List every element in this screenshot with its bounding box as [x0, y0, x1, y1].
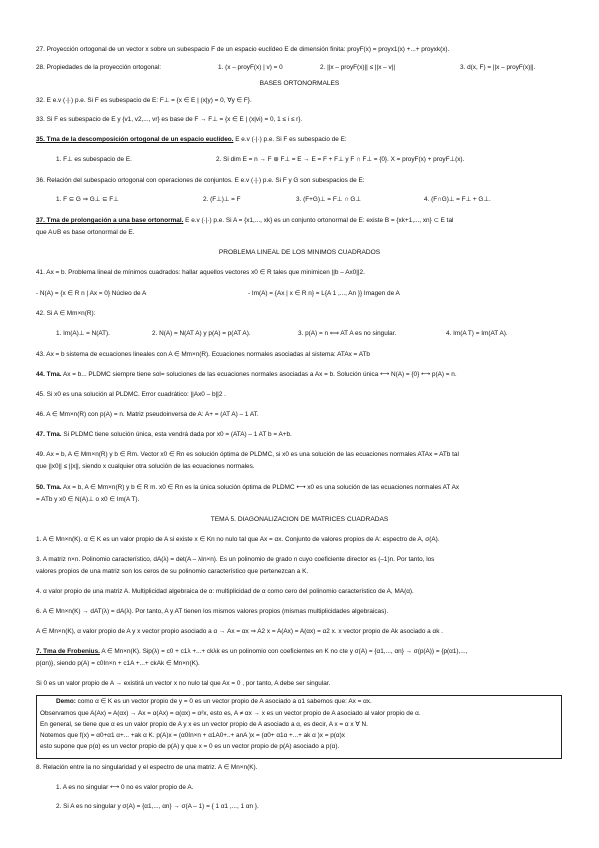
item-44-text: Ax = b... PLDMC siempre tiene sol= soluciones de las ecuaciones normales asociadas a Ax = b. Solución única ⟷ N(A) = {0} ⟷ p(A) = n. [61, 371, 457, 378]
tema5-item-1: 1. A ∈ Mn×n(K). α ∈ K es un valor propio de A si existe x ∈ Kn no nulo tal que Ax = αx. Conjunto de valores propios de A: espectro de A, σ(A). [36, 536, 440, 543]
item-49: 49. Ax = b, A ∈ Mm×n(R) y b ∈ Rm. Vector x0 ∈ Rn es solución óptima de PLDMC, si x0 es una solución de las ecuaciones normales ATAx = ATb tal [36, 451, 459, 458]
item-37-title: 37. Tma de prolongación a una base ortonormal. [36, 217, 184, 224]
demo-line-3: En general, se tiene que α es un valor propio de A y x es un vector propio de A asociado a α, es decir, A x = α x ∀ N. [40, 721, 368, 728]
item-49-cont: que ||x0|| ≤ ||x||, siendo x cualquier otra solución de las ecuaciones normales. [36, 463, 255, 470]
tema5-item-8: 8. Relación entre la no singularidad y el espectro de una matriz. A ∈ Mn×n(K). [36, 764, 258, 771]
demo-title: Demo: [56, 698, 76, 705]
item-36-3: 3. (F+G)⊥ = F⊥ ∩ G⊥ [296, 196, 361, 203]
item-47-title: 47. Tma. [36, 431, 62, 438]
item-47-text: Si PLDMC tiene solución única, esta vendrá dada por x0 = (ATA) – 1 AT b = A+b. [61, 431, 292, 438]
item-35-text: E e.v (·|·) p.e. Si F es subespacio de E: [233, 136, 347, 143]
item-28-prop-1: 1. (x – proyF(x) | v) = 0 [218, 64, 283, 71]
item-46: 46. A ∈ Mm×n(R) con p(A) = n. Matriz pseudoinversa de A: A+ = (AT A) – 1 AT. [36, 411, 259, 418]
demo-line-4: Notemos que f(x) = α0+α1 α+... +ak α K. p(A)x = (α0In×n + α1A0+..+ anA )x = (α0+ α1α +...+ ak α )x = p(α)x [40, 732, 345, 739]
heading-tema-5: TEMA 5. DIAGONALIZACION DE MATRICES CUADRADAS [210, 516, 389, 523]
item-36-2: 2. (F⊥)⊥ = F [203, 196, 241, 203]
tema5-item-3-cont: valores propios de una matriz son los ceros de su polinomio característico que pertenezcan a K. [36, 568, 309, 575]
tema5-item-7-cont: p(αn)}, siendo p(A) = c0In×n + c1A +...+ ckAk ∈ Mn×n(K). [36, 660, 200, 667]
item-50 [36, 484, 459, 492]
tema5-item-8-1: 1. A es no singular ⟷ 0 no es valor propio de A. [56, 784, 194, 791]
item-42-4: 4. Im(A T) = Im(AT A). [446, 330, 508, 337]
tema5-item-6: 6. A ∈ Mn×n(K) → dAT(λ) = dA(λ). Por tanto, A y AT tienen los mismos valores propios (mismas multiplicidades algebraicas). [36, 608, 389, 615]
item-44 [36, 371, 457, 379]
demo-line-1-text: como α ∈ K es un vector propio de y = 0 es un vector propio de A asociado a α1 sabemos que: Ax = αx. [75, 698, 372, 705]
item-35-2: 2. Si dim E = n → F ⊕ F⊥ = E → E = F + F⊥ y F ∩ F⊥ = {0}. X = proyF(x) + proyF⊥(x). [216, 156, 465, 163]
item-35-1: 1. F⊥ es subespacio de E. [56, 156, 132, 163]
item-41: 41. Ax = b. Problema lineal de mínimos cuadrados: hallar aquellos vectores x0 ∈ R tales que minimicen ||b – Ax0||2. [36, 269, 365, 276]
item-28-prop-3: 3. d(x, F) = ||x – proyF(x)||. [460, 64, 536, 71]
item-47 [36, 431, 292, 439]
heading-bases-ortonormales: BASES ORTONORMALES [259, 80, 340, 87]
item-35-title: 35. Tma de la descomposición ortogonal de un espacio euclídeo. [36, 136, 234, 143]
item-41-nucleo: - N(A) = {x ∈ R n | Ax = 0} Núcleo de A [36, 290, 147, 297]
item-50-text: Ax = b, A ∈ Mm×n(R) y b ∈ R m. x0 ∈ Rn es la única solución óptima de PLDMC ⟷ x0 es una solución de las ecuaciones normales AT Ax [61, 484, 460, 491]
item-36-4: 4. (F∩G)⊥ = F⊥ + G⊥. [424, 196, 491, 203]
demo-line-2: Observamos que A(Ax) = A(αx) → Ax = α(Ax) = α(αx) = α²x, esto es, A ≠ αx → x es un vector propio de A asociado al valor propio de α. [40, 710, 421, 717]
item-42-1: 1. Im(A)⊥ = N(AT). [56, 330, 110, 337]
item-42-2: 2. N(A) = N(AT A) y p(A) = p(AT A). [152, 330, 251, 337]
item-37-text: E e.v (·|·) p.e. Si A = {x1,..., xk} es un conjunto ortonormal de E: existe B = {xk+1,..., xn} ⊂ E tal [183, 217, 454, 224]
tema5-singular-note: Si 0 es un valor propio de A → existirá un vector x no nulo tal que Ax = 0 , por tanto, A debe ser singular. [36, 680, 331, 687]
item-36: 36. Relación del subespacio ortogonal con operaciones de conjuntos. E e.v (·|·) p.e. Si F y G son subespacios de E: [36, 177, 365, 184]
item-32: 32. E e.v (·|·) p.e. Si F es subespacio de E: F⊥ = {x ∈ E | (x|y) = 0, ∀y ∈ F}. [36, 97, 252, 104]
item-50-cont: = ATb y x0 ∈ N(A)⊥ o x0 ∈ Im(A T). [36, 496, 140, 503]
tema5-item-3: 3. A matriz n×n. Polinomio característico, dA(λ) = det(A – λIn×n). Es un polinomio de grado n cuyo coeficiente director es (–1)n. Por tanto, los [36, 556, 435, 563]
item-42-3: 3. p(A) = n ⟺ AT A es no singular. [298, 330, 397, 337]
demo-line-1 [56, 698, 372, 706]
item-41-imagen: - Im(A) = {Ax | x ∈ R n} = L{A 1 ,..., An }} Imagen de A [248, 290, 400, 297]
item-33: 33. Si F es subespacio de E y {v1, v2,..., vr} es base de F → F⊥ = {x ∈ E | (x|vi) = 0, 1 ≤ i ≤ r}. [36, 116, 303, 123]
tema5-item-7 [36, 648, 467, 656]
item-37-cont: que A∪B es base ortonormal de E. [36, 229, 135, 236]
item-28-prop-2: 2. ||x – proyF(x)|| ≤ ||x – v|| [320, 64, 396, 71]
item-44-title: 44. Tma. [36, 371, 62, 378]
item-27: 27. Proyección ortogonal de un vector x sobre un subespacio F de un espacio euclídeo E de dimensión finita: proyF(x) = proyx1(x) +...+ proyxk(x). [36, 46, 450, 53]
item-35 [36, 136, 347, 144]
heading-plmc: PROBLEMA LINEAL DE LOS MINIMOS CUADRADOS [218, 249, 381, 256]
item-50-title: 50. Tma. [36, 484, 62, 491]
item-37 [36, 217, 453, 225]
item-36-1: 1. F ⊆ G ⇒ G⊥ ⊆ F⊥ [56, 196, 119, 203]
item-43: 43. Ax = b sistema de ecuaciones lineales con A ∈ Mm×n(R). Ecuaciones normales asociadas al sistema: ATAx = ATb [36, 351, 370, 358]
tema5-item-7-title: 7. Tma de Frobenius. [36, 648, 100, 655]
item-45: 45. Si x0 es una solución al PLDMC. Error cuadrático: ||Ax0 – b||2 . [36, 391, 226, 398]
tema5-item-6-cont: A ∈ Mn×n(K), α valor propio de A y x vector propio asociado a α → Ax = αx ⇒ A2 x = A(Ax) = A(αx) = α2 x. x vector propio de Ak asociado a αk . [36, 628, 443, 635]
item-42: 42. Si A ∈ Mm×n(R): [36, 310, 96, 317]
item-28-label: 28. Propiedades de la proyección ortogonal: [36, 64, 162, 71]
demo-line-5: esto supone que p(α) es un vector propio de p(A) y que x = 0 es un vector propio de p(A) asociado a p(α). [40, 743, 340, 750]
tema5-item-4: 4. α valor propio de una matriz A. Multiplicidad algebraica de α: multiplicidad de α como cero del polinomio característico de A, MA(α). [36, 588, 414, 595]
tema5-item-8-2: 2. Si A es no singular y σ(A) = {α1,..., αn} → σ(A – 1) = { 1 α1 ,..., 1 αn }. [56, 803, 259, 810]
tema5-item-7-text: A ∈ Mn×n(K). Sip(λ) = c0 + c1λ +...+ ckλk es un polinomio con coeficientes en K no cte y σ(A) = {α1,..., αn} → σ(p(A)) = {p(α1),..., [99, 648, 468, 655]
